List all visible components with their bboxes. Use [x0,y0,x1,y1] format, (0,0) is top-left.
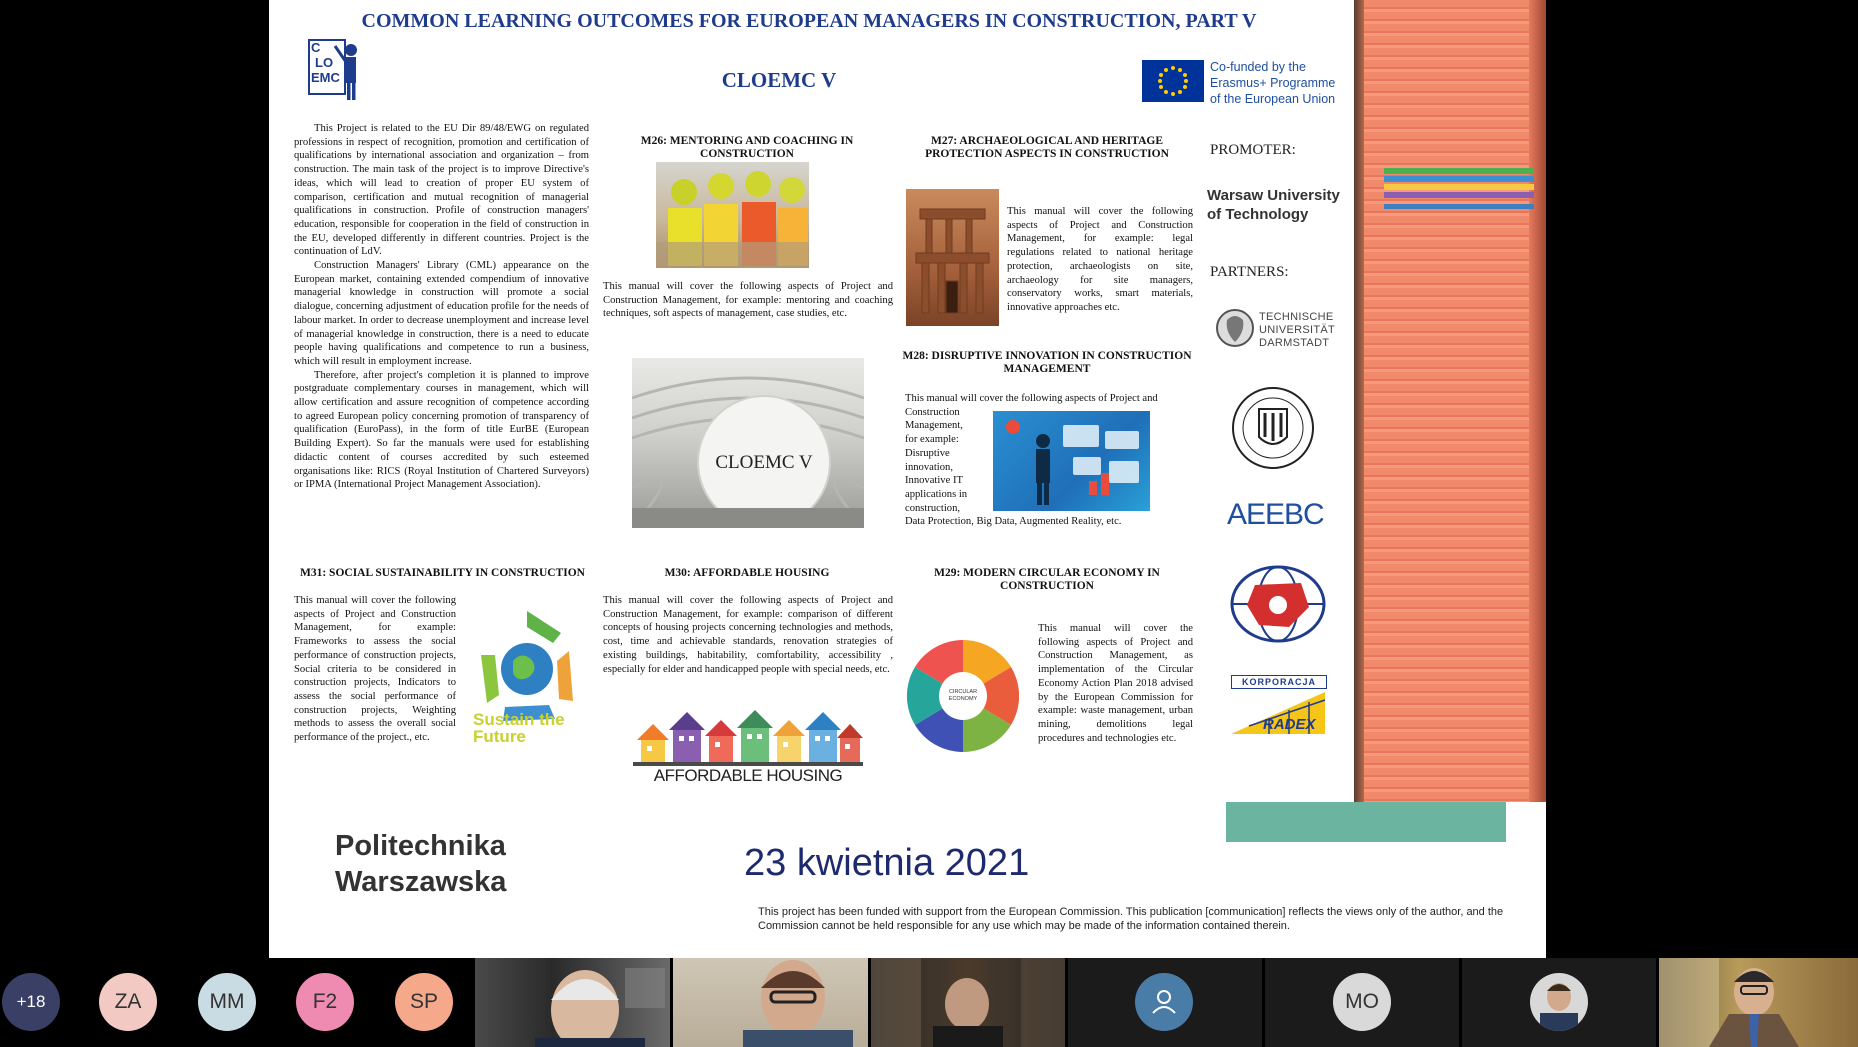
avatar-row [0,958,475,1047]
m30-image-caption: AFFORDABLE HOUSING [653,766,843,785]
cloemc-logo [307,38,367,102]
user-icon [1149,987,1179,1017]
aeebc-logo-text: AEEBC [1227,498,1324,531]
intro-paragraph: This Project is related to the EU Dir 89/48/EWG on regulated professions in respect of recognition, promotion and certification of qualifications by international association and organization – from construction. The main task of the project is to improve Directive's ideas, which will lead to creation of proper EU system of comparison, certification and mutual recognition of managerial qualifications in construction. Profile of construction managers' education, responsible for cooperation in the field of construction in the EU, developed differently in different countries. Project is the continuation of LdV. [294,123,589,258]
m27-heading: M27: ARCHAEOLOGICAL AND HERITAGE PROTECTION ASPECTS IN CONSTRUCTION [925,135,1169,160]
participant-photo-avatar [1530,973,1588,1031]
houses-icon [633,706,863,766]
m26-heading: M26: MENTORING AND COACHING IN CONSTRUCTION [640,135,854,160]
upv-valencia-seal-icon [1231,385,1315,471]
partners-label: PARTNERS: [1210,264,1289,280]
m30-heading: M30: AFFORDABLE HOUSING [664,567,830,579]
m28-text: This manual will cover the following aspects of Project and Construction Management, for example: Disruptive innovation, Innovative IT applications in construction, Data Protection, Big Data, Augmented Reality, etc. [905,393,1158,528]
m31-text: This manual will cover the following aspects of Project and Construction Management, for example: Frameworks to assess the social performance of construction projects, Social criteria to be considered in construction projects, Indicators to assess the social performance of construction projects, Weighting methods to assess the overall social performance of the project., etc. [294,595,456,744]
person-video-icon [1659,958,1858,1047]
binders-photo [1354,0,1546,802]
m29-circular-economy-image [905,634,1021,762]
participant-audio-tile[interactable] [1068,958,1262,1047]
m30-text: This manual will cover the following aspects of Project and Construction Management, for example: comparison of different concepts of housing projects concerning technologies and methods, cost, time and achievable standards, renovation strategies of existing buildings, habitability, comfortability, accessibility , especially for elder and handicapped people with special needs, etc. [603,595,893,675]
eu-funding-text: Co-funded by the Erasmus+ Programme of the European Union [1210,60,1336,106]
radex-logo-text: RADEX [1263,716,1316,733]
participant-video-tile[interactable] [475,958,670,1047]
intro-paragraph: Therefore, after project's completion it is planned to improve postgraduate complementary courses in management, which will allow certification and assure recognition of competence according to agreed European policy concerning promotion of transparency of qualification (EuroPass), in the form of title EurBE (European Building Expert). So far the manuals were used for establishing didactic content of courses accredited by such esteemed organisations like: RICS (Royal Institution of Chartered Surveyors) or IPMA (International Project Management Association). [294,369,589,491]
promoter-name: Warsaw University of Technology [1207,187,1340,223]
eu-flag-icon [1142,60,1204,102]
participant-generic-avatar [1135,973,1193,1031]
slide-title: COMMON LEARNING OUTCOMES FOR EUROPEAN MANAGERS IN CONSTRUCTION, PART V [361,10,1257,32]
globe-eagle-logo-icon [1229,565,1327,643]
m28-heading: M28: DISRUPTIVE INNOVATION IN CONSTRUCTION MANAGEMENT [902,350,1192,375]
tud-seal-icon [1215,304,1255,352]
participant-avatar-mm[interactable]: MM [198,973,256,1031]
participant-video-tile[interactable] [673,958,868,1047]
promoter-label: PROMOTER: [1210,142,1296,158]
partner-korporacja: KORPORACJA [1231,675,1327,689]
logo-letter-emc: EMC [311,70,340,85]
intro-paragraph: Construction Managers' Library (CML) appearance on the European market, containing extended compendium of innovative managerial knowledge in construction will promote a social dialogue, concerning adjustment of education profile for the needs of labour market. In order to decrease unemployment and increase level of managerial knowledge in construction, there is a need to educate people having qualifications and competence to run a business, which will result in employment increase. [294,260,589,367]
cloemc-image-label: CLOEMC V [715,452,813,473]
person-video-icon [475,958,670,1047]
m27-petra-photo [906,189,999,326]
disclaimer-text: This project has been funded with support from the European Commission. This publication [communication] reflects the views only of the author, and the Commission cannot be held responsible for any use which may be made of the information contained therein. [758,906,1504,932]
intro-text [294,122,589,492]
cloemc-library-image [632,358,864,528]
participant-avatar-mo: MO [1333,973,1391,1031]
teal-bar [1226,802,1506,842]
radex-logo [1229,690,1327,736]
participant-avatar-sp[interactable]: SP [395,973,453,1031]
politechnika-logo: Politechnika Warszawska [335,830,507,898]
logo-letter-lo: LO [315,55,334,70]
participant-video-tile[interactable] [1659,958,1858,1047]
more-participants-button[interactable]: +18 [2,973,60,1031]
person-video-icon [871,958,1065,1047]
partner-aeebc [1227,498,1324,534]
m29-image-caption: CIRCULAR ECONOMY [948,689,978,702]
m28-innovation-image [993,411,1150,511]
participant-avatar-za[interactable]: ZA [99,973,157,1031]
m30-houses-image [633,706,863,788]
person-video-icon [673,958,868,1047]
m26-workers-photo [656,162,809,268]
participant-audio-tile[interactable] [1265,958,1459,1047]
m29-text: This manual will cover the following aspects of Project and Construction Management, as implementation of the Circular Economy Action Plan 2018 advised by the European Commission for example: waste management, urban mining, demolitions legal procedures and technologies etc. [1038,623,1193,744]
m26-text: This manual will cover the following aspects of Project and Construction Management, for example: mentoring and coaching techniques, soft aspects of management, case studies, etc. [603,281,893,320]
shared-slide [269,0,1546,958]
m29-heading: M29: MODERN CIRCULAR ECONOMY IN CONSTRUCTION [934,567,1160,592]
participant-video-tile[interactable] [871,958,1065,1047]
m27-text: This manual will cover the following aspects of Project and Construction Management, for example: legal regulations related to national heritage protection, archaeologists on site, archaeology for site managers, conservatory works, smart materials, innovative approaches etc. [1007,206,1193,313]
event-date: 23 kwietnia 2021 [744,842,1030,884]
slide-subtitle: CLOEMC V [721,68,837,92]
m31-sustain-image [469,603,585,753]
participant-audio-tile[interactable] [1462,958,1656,1047]
participant-avatar-f2[interactable]: F2 [296,973,354,1031]
partner-tud: TECHNISCHE UNIVERSITÄT DARMSTADT [1259,311,1336,349]
m31-image-caption: Sustain the Future [473,710,565,746]
m31-heading: M31: SOCIAL SUSTAINABILITY IN CONSTRUCTION [299,567,585,579]
logo-letter-c: C [311,40,321,55]
